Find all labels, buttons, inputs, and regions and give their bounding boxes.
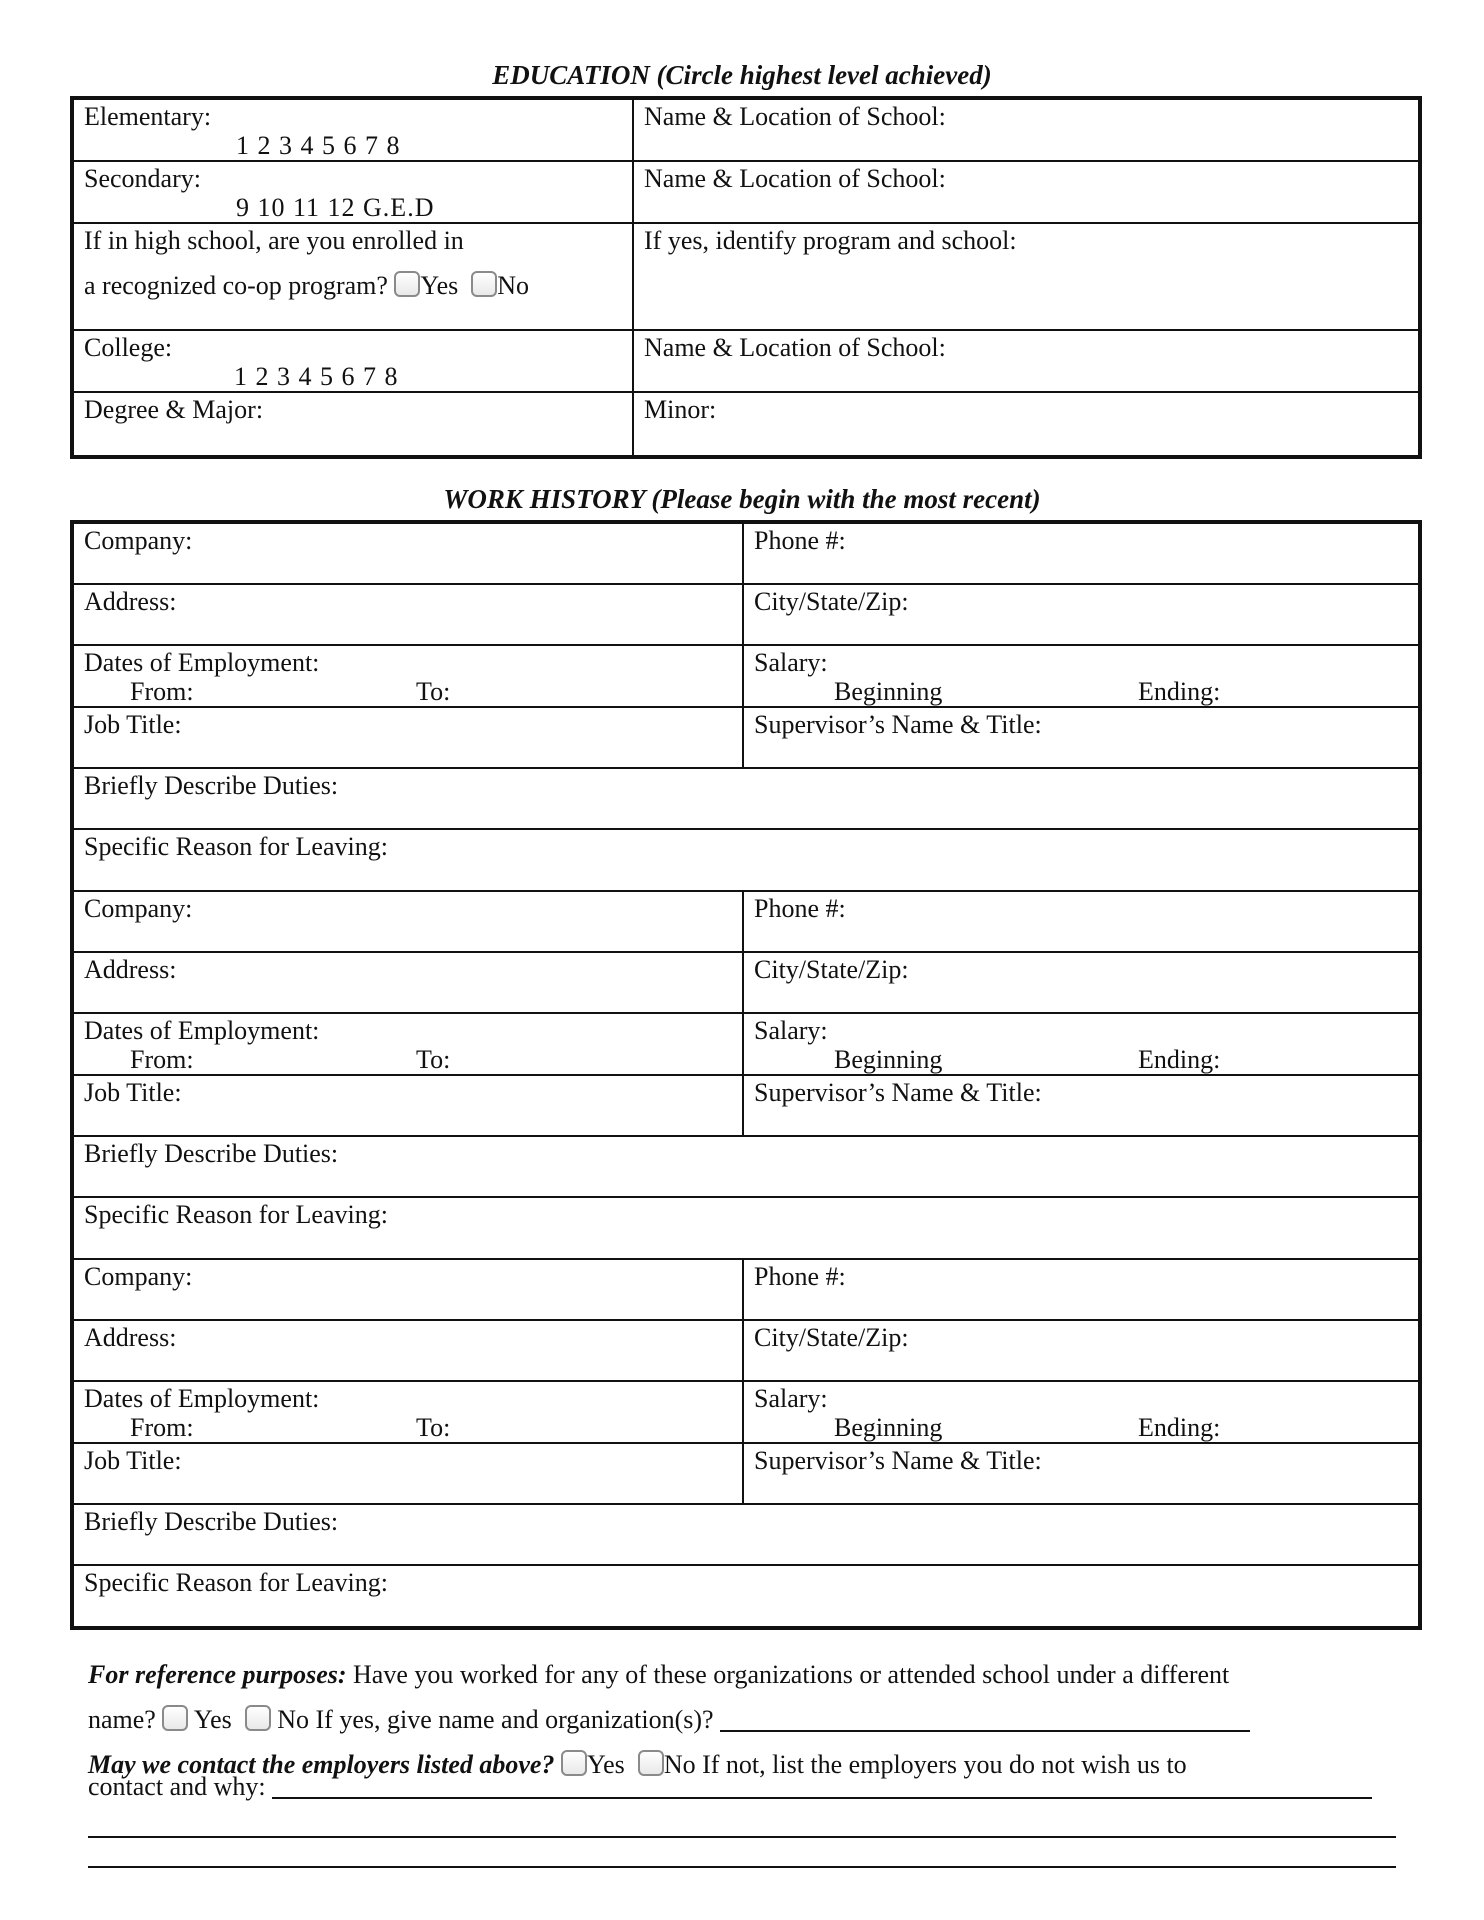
contact-line2	[88, 1773, 1404, 1801]
phone-field[interactable]	[743, 1259, 1419, 1320]
coop-program-label: If yes, identify program and school:	[644, 226, 1017, 255]
education-title: EDUCATION (Circle highest level achieved)	[492, 60, 992, 90]
address-field[interactable]	[73, 584, 743, 645]
company-label: Company:	[84, 526, 193, 555]
coop-program-field[interactable]	[633, 223, 1419, 330]
different-name-yes-checkbox[interactable]	[162, 1705, 188, 1731]
company-field[interactable]	[73, 891, 743, 952]
secondary-label: Secondary:	[84, 164, 201, 193]
contact-why-label: contact and why:	[88, 1772, 266, 1801]
if-not-label: If not, list the employers you do not wish us to	[702, 1750, 1187, 1779]
dates-field[interactable]	[73, 645, 743, 707]
contact-yes-label: Yes	[586, 1750, 625, 1779]
reference-question	[88, 1652, 1404, 1801]
elementary-school-field[interactable]	[633, 99, 1419, 161]
coop-question-line1: If in high school, are you enrolled in	[84, 226, 464, 255]
reference-line1	[88, 1652, 1404, 1697]
secondary-school-label: Name & Location of School:	[644, 164, 946, 193]
job-title-field[interactable]	[73, 707, 743, 768]
secondary-school-field[interactable]	[633, 161, 1419, 223]
reference-label: For reference purposes:	[88, 1660, 347, 1689]
phone-label: Phone #:	[754, 894, 846, 923]
reference-line2	[88, 1697, 1404, 1742]
minor-label: Minor:	[644, 395, 717, 424]
different-name-no-label: No	[277, 1705, 310, 1734]
elementary-cell[interactable]	[73, 99, 633, 161]
to-label: To:	[416, 1045, 451, 1074]
coop-yes-label: Yes	[420, 271, 459, 300]
to-label: To:	[416, 677, 451, 706]
from-label: From:	[130, 1045, 194, 1074]
company-label: Company:	[84, 1262, 193, 1291]
dates-label: Dates of Employment:	[84, 648, 320, 677]
coop-yes-checkbox[interactable]	[394, 271, 420, 297]
college-school-field[interactable]	[633, 330, 1419, 392]
if-yes-label: If yes, give name and organization(s)?	[315, 1705, 714, 1734]
duties-field[interactable]	[73, 768, 1419, 829]
dates-field[interactable]	[73, 1381, 743, 1443]
contact-why-line-2[interactable]	[88, 1836, 1396, 1838]
salary-field[interactable]	[743, 1381, 1419, 1443]
college-cell[interactable]	[73, 330, 633, 392]
phone-field[interactable]	[743, 523, 1419, 584]
minor-field[interactable]	[633, 392, 1419, 456]
college-levels[interactable]: 1 2 3 4 5 6 7 8	[234, 362, 399, 391]
address-label: Address:	[84, 587, 177, 616]
supervisor-field[interactable]	[743, 1075, 1419, 1136]
dates-label: Dates of Employment:	[84, 1384, 320, 1413]
salary-field[interactable]	[743, 1013, 1419, 1075]
supervisor-field[interactable]	[743, 707, 1419, 768]
beginning-label: Beginning	[834, 677, 943, 706]
coop-question-cell	[73, 223, 633, 330]
different-name-no-checkbox[interactable]	[245, 1705, 271, 1731]
supervisor-label: Supervisor’s Name & Title:	[754, 1078, 1042, 1107]
secondary-levels[interactable]: 9 10 11 12 G.E.D	[236, 193, 435, 222]
work-history-title: WORK HISTORY (Please begin with the most recent)	[443, 484, 1041, 514]
salary-field[interactable]	[743, 645, 1419, 707]
job-title-field[interactable]	[73, 1443, 743, 1504]
reason-field[interactable]	[73, 1197, 1419, 1259]
company-field[interactable]	[73, 523, 743, 584]
degree-label: Degree & Major:	[84, 395, 264, 424]
salary-label: Salary:	[754, 1384, 828, 1413]
reason-field[interactable]	[73, 829, 1419, 891]
contact-why-input[interactable]	[272, 1775, 1372, 1799]
work-history-table	[72, 522, 1420, 1628]
ending-label: Ending:	[1138, 677, 1221, 706]
college-label: College:	[84, 333, 173, 362]
job-title-label: Job Title:	[84, 1078, 182, 1107]
company-label: Company:	[84, 894, 193, 923]
contact-why-line-3[interactable]	[88, 1866, 1396, 1868]
secondary-cell[interactable]	[73, 161, 633, 223]
different-name-yes-label: Yes	[193, 1705, 232, 1734]
job-title-label: Job Title:	[84, 1446, 182, 1475]
city-label: City/State/Zip:	[754, 955, 909, 984]
name-label: name?	[88, 1705, 156, 1734]
address-field[interactable]	[73, 1320, 743, 1381]
duties-label: Briefly Describe Duties:	[84, 1507, 339, 1536]
coop-question-line2: a recognized co-op program?	[84, 271, 388, 300]
different-name-input[interactable]	[720, 1708, 1250, 1732]
elementary-label: Elementary:	[84, 102, 212, 131]
coop-no-label: No	[497, 271, 530, 300]
elementary-school-label: Name & Location of School:	[644, 102, 946, 131]
degree-field[interactable]	[73, 392, 633, 456]
college-school-label: Name & Location of School:	[644, 333, 946, 362]
duties-field[interactable]	[73, 1136, 1419, 1197]
salary-label: Salary:	[754, 648, 828, 677]
phone-label: Phone #:	[754, 1262, 846, 1291]
duties-field[interactable]	[73, 1504, 1419, 1565]
reference-text: Have you worked for any of these organizations or attended school under a different	[353, 1660, 1230, 1689]
duties-label: Briefly Describe Duties:	[84, 771, 339, 800]
elementary-levels[interactable]: 1 2 3 4 5 6 7 8	[236, 131, 401, 160]
city-field[interactable]	[743, 1320, 1419, 1381]
supervisor-field[interactable]	[743, 1443, 1419, 1504]
job-title-field[interactable]	[73, 1075, 743, 1136]
from-label: From:	[130, 1413, 194, 1442]
address-field[interactable]	[73, 952, 743, 1013]
reason-label: Specific Reason for Leaving:	[84, 1568, 388, 1597]
phone-label: Phone #:	[754, 526, 846, 555]
city-field[interactable]	[743, 584, 1419, 645]
reason-field[interactable]	[73, 1565, 1419, 1627]
reason-label: Specific Reason for Leaving:	[84, 832, 388, 861]
dates-label: Dates of Employment:	[84, 1016, 320, 1045]
ending-label: Ending:	[1138, 1413, 1221, 1442]
coop-no-checkbox[interactable]	[471, 271, 497, 297]
city-field[interactable]	[743, 952, 1419, 1013]
job-title-label: Job Title:	[84, 710, 182, 739]
supervisor-label: Supervisor’s Name & Title:	[754, 1446, 1042, 1475]
phone-field[interactable]	[743, 891, 1419, 952]
duties-label: Briefly Describe Duties:	[84, 1139, 339, 1168]
beginning-label: Beginning	[834, 1413, 943, 1442]
reason-label: Specific Reason for Leaving:	[84, 1200, 388, 1229]
ending-label: Ending:	[1138, 1045, 1221, 1074]
address-label: Address:	[84, 955, 177, 984]
contact-label: May we contact the employers listed above?	[88, 1750, 555, 1779]
address-label: Address:	[84, 1323, 177, 1352]
to-label: To:	[416, 1413, 451, 1442]
dates-field[interactable]	[73, 1013, 743, 1075]
city-label: City/State/Zip:	[754, 587, 909, 616]
from-label: From:	[130, 677, 194, 706]
education-table	[72, 98, 1420, 457]
supervisor-label: Supervisor’s Name & Title:	[754, 710, 1042, 739]
city-label: City/State/Zip:	[754, 1323, 909, 1352]
company-field[interactable]	[73, 1259, 743, 1320]
salary-label: Salary:	[754, 1016, 828, 1045]
beginning-label: Beginning	[834, 1045, 943, 1074]
contact-no-label: No	[663, 1750, 696, 1779]
